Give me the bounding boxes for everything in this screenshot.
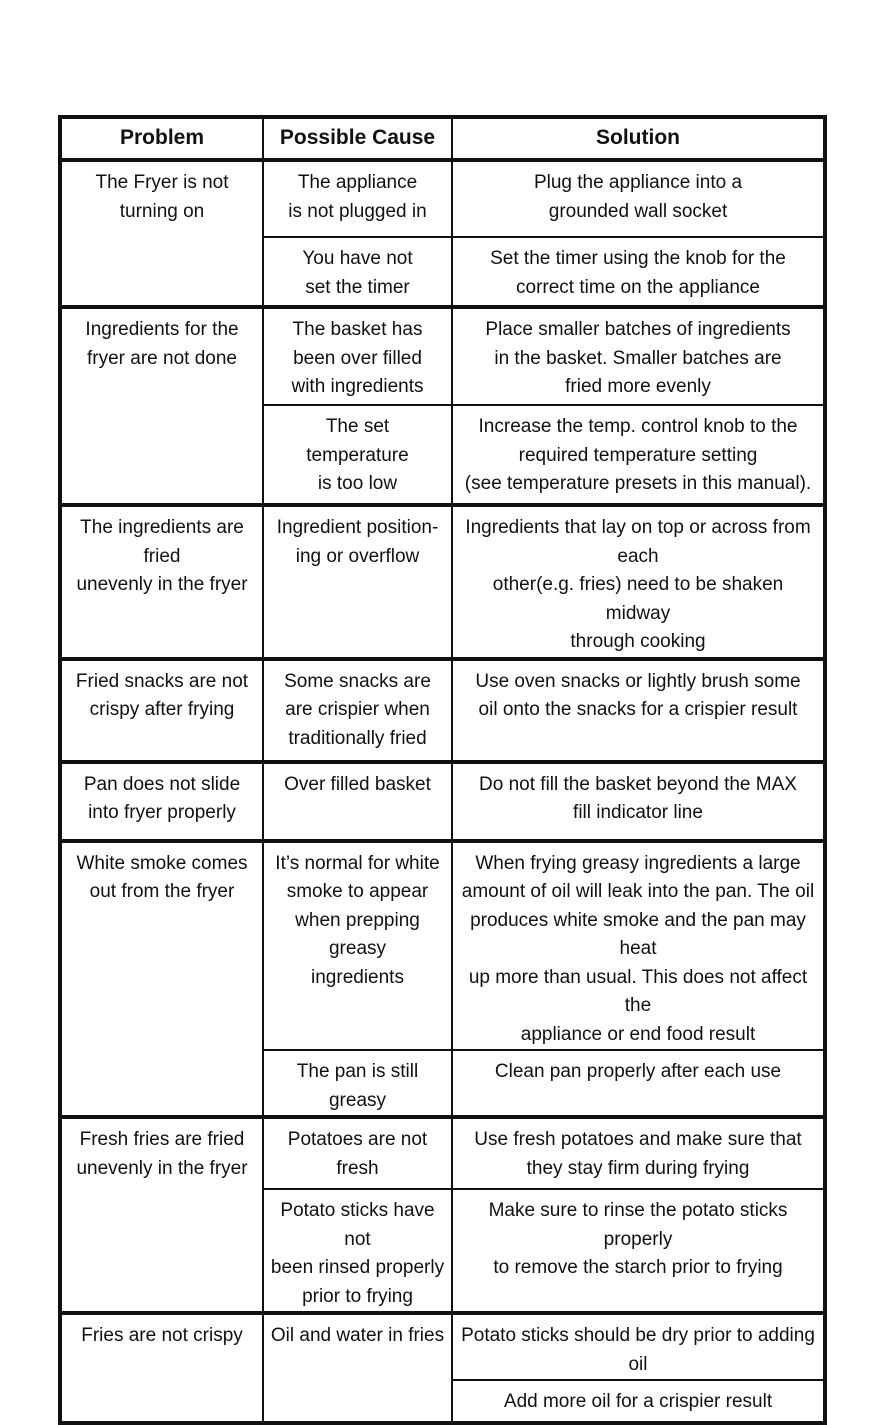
solution-cell: Add more oil for a crispier result [452, 1380, 825, 1423]
problem-cell: White smoke comes out from the fryer [60, 841, 263, 1118]
table-row [60, 1117, 825, 1189]
troubleshooting-table [58, 115, 827, 1425]
header-cause: Possible Cause [263, 117, 452, 160]
table-row [60, 659, 825, 762]
cause-cell: Over filled basket [263, 762, 452, 841]
table-row [60, 505, 825, 659]
solution-cell: Make sure to rinse the potato sticks properly to remove the starch prior to frying [452, 1189, 825, 1313]
problem-cell: The ingredients are fried unevenly in the fryer [60, 505, 263, 659]
problem-cell: The Fryer is not turning on [60, 160, 263, 307]
cause-cell: You have not set the timer [263, 237, 452, 307]
problem-cell: Fries are not crispy [60, 1313, 263, 1423]
problem-cell: Fried snacks are not crispy after frying [60, 659, 263, 762]
header-row [60, 117, 825, 160]
solution-cell: Set the timer using the knob for the correct time on the appliance [452, 237, 825, 307]
cause-cell: Potatoes are not fresh [263, 1117, 452, 1189]
table-row [60, 762, 825, 841]
header-solution: Solution [452, 117, 825, 160]
solution-cell: Potato sticks should be dry prior to adding oil [452, 1313, 825, 1380]
cause-cell: The pan is still greasy [263, 1050, 452, 1117]
problem-cell: Fresh fries are fried unevenly in the fryer [60, 1117, 263, 1313]
problem-cell: Ingredients for the fryer are not done [60, 307, 263, 505]
table-row [60, 160, 825, 237]
solution-cell: Ingredients that lay on top or across from each other(e.g. fries) need to be shaken midway through cooking [452, 505, 825, 659]
cause-cell: The basket has been over filled with ingredients [263, 307, 452, 405]
solution-cell: When frying greasy ingredients a large amount of oil will leak into the pan. The oil produces white smoke and the pan may heat up more than usual. This does not affect the appliance or end food result [452, 841, 825, 1051]
table-row [60, 841, 825, 1051]
cause-cell: Ingredient position- ing or overflow [263, 505, 452, 659]
cause-cell: Oil and water in fries [263, 1313, 452, 1423]
table-row [60, 307, 825, 405]
solution-cell: Increase the temp. control knob to the required temperature setting (see temperature presets in this manual). [452, 405, 825, 505]
cause-cell: The appliance is not plugged in [263, 160, 452, 237]
problem-cell: Pan does not slide into fryer properly [60, 762, 263, 841]
table-row [60, 1313, 825, 1380]
solution-cell: Clean pan properly after each use [452, 1050, 825, 1117]
solution-cell: Do not fill the basket beyond the MAX fill indicator line [452, 762, 825, 841]
cause-cell: Some snacks are are crispier when traditionally fried [263, 659, 452, 762]
cause-cell: Potato sticks have not been rinsed properly prior to frying [263, 1189, 452, 1313]
solution-cell: Use oven snacks or lightly brush some oil onto the snacks for a crispier result [452, 659, 825, 762]
solution-cell: Place smaller batches of ingredients in the basket. Smaller batches are fried more evenly [452, 307, 825, 405]
header-problem: Problem [60, 117, 263, 160]
cause-cell: The set temperature is too low [263, 405, 452, 505]
solution-cell: Plug the appliance into a grounded wall socket [452, 160, 825, 237]
solution-cell: Use fresh potatoes and make sure that they stay firm during frying [452, 1117, 825, 1189]
cause-cell: It’s normal for white smoke to appear when prepping greasy ingredients [263, 841, 452, 1051]
